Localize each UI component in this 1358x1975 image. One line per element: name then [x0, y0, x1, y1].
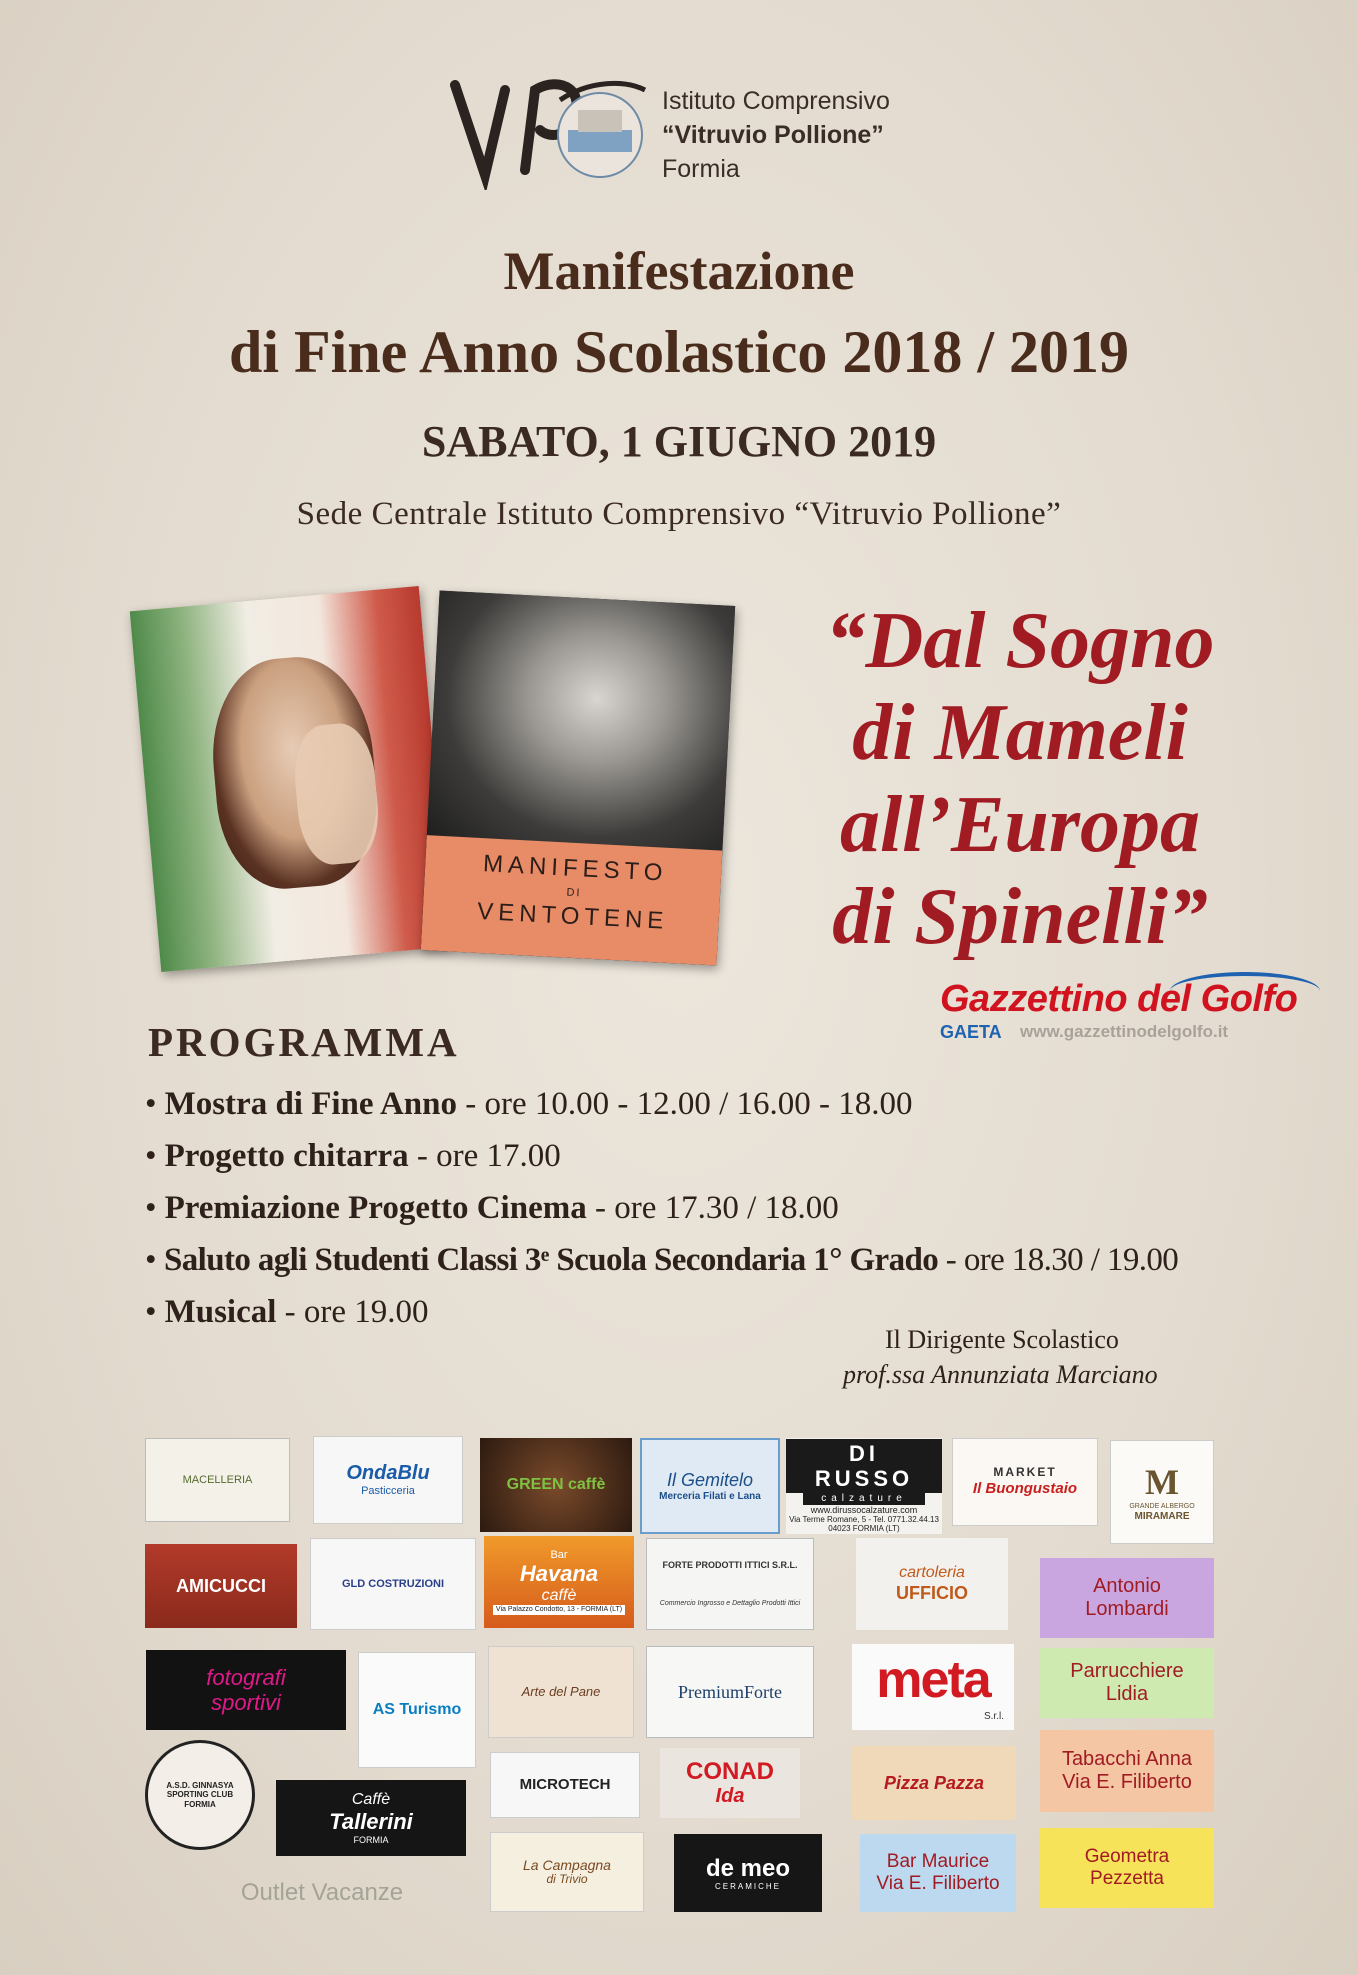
sponsor-text: caffè [541, 1586, 577, 1604]
sponsor-ondablu [313, 1436, 463, 1524]
bullet: • [145, 1190, 157, 1226]
sponsor-text: sportivi [211, 1690, 281, 1715]
sponsor-text: AMICUCCI [176, 1575, 266, 1596]
signature-name: prof.ssa Annunziata Marciano [843, 1360, 1158, 1389]
sponsor-pizza-pazza [852, 1746, 1016, 1820]
sponsor-text: Pezzetta [1090, 1868, 1164, 1889]
event-date: SABATO, 1 GIUGNO 2019 [421, 417, 937, 466]
sponsor-text: MICROTECH [519, 1776, 611, 1794]
sponsor-gld [310, 1538, 476, 1630]
sponsor-text: Antonio [1093, 1575, 1161, 1597]
sponsor-parrucchiere-lidia [1040, 1648, 1214, 1718]
sponsor-text: Ida [715, 1785, 745, 1808]
spinelli-book-cover [421, 591, 735, 966]
sponsor-text: calzature [803, 1493, 925, 1505]
sponsor-market [952, 1438, 1098, 1526]
sponsor-text: Pizza Pazza [883, 1772, 985, 1793]
sponsor-text: Arte del Pane [521, 1683, 601, 1699]
sponsor-caffe-tallerini [276, 1780, 466, 1856]
sponsor-miramare [1110, 1440, 1214, 1544]
sponsor-text: www.dirussocalzature.com [810, 1504, 918, 1515]
sponsor-text: Tallerini [329, 1809, 413, 1835]
book-title-line3: VENTOTENE [476, 897, 669, 935]
quote-line3: all’Europa [839, 781, 1201, 869]
sponsor-text: FORTE PRODOTTI ITTICI S.R.L. [662, 1559, 798, 1570]
sponsor-geometra-pezzetta [1040, 1828, 1214, 1908]
program-activity: Musical [164, 1294, 277, 1330]
quote-line2: di Mameli [852, 689, 1188, 777]
sponsor-text: CERAMICHE [714, 1882, 781, 1892]
program-activity: Mostra di Fine Anno [164, 1086, 458, 1122]
sponsor-cartoleria [856, 1538, 1008, 1630]
sponsor-antonio-lombardi [1040, 1558, 1214, 1638]
sponsor-conad [660, 1748, 800, 1818]
sponsor-text: A.S.D. GINNASYA SPORTING CLUB [166, 1781, 234, 1800]
sponsor-havana [484, 1536, 634, 1628]
bullet: • [145, 1294, 157, 1330]
sponsor-text: Pasticceria [361, 1485, 415, 1498]
sponsor-text: Parrucchiere [1070, 1660, 1184, 1682]
program-item [145, 1130, 1178, 1182]
sponsor-as-turismo [358, 1652, 476, 1768]
sponsor-text: GREEN caffè [506, 1475, 606, 1493]
sponsor-text: Bar [550, 1548, 568, 1561]
sponsor-microtech [490, 1752, 640, 1818]
sponsor-text: Lombardi [1085, 1598, 1169, 1620]
sponsor-text: Lidia [1105, 1683, 1149, 1705]
theme-quote [760, 595, 1280, 963]
sponsor-text: 04023 FORMIA (LT) [828, 1524, 900, 1534]
watermark-city: GAETA [940, 1022, 1002, 1042]
sponsor-gemitelo [640, 1438, 780, 1534]
sponsor-outlet-vacanze [214, 1866, 430, 1920]
program-item [145, 1234, 1178, 1286]
program-time: - ore 10.00 - 12.00 / 16.00 - 18.00 [457, 1086, 913, 1122]
watermark-title: Gazzettino del Golfo [940, 978, 1298, 1020]
sponsor-text: meta [876, 1651, 990, 1710]
program-time: - ore 18.30 / 19.00 [938, 1242, 1179, 1278]
program-time: - ore 17.00 [408, 1138, 561, 1174]
sponsor-meta [852, 1644, 1014, 1730]
sponsor-ginnasia [145, 1740, 255, 1850]
sponsor-text: Commercio Ingrosso e Dettaglio Prodotti Ittici [659, 1600, 801, 1608]
book-title-line2: DI [566, 886, 582, 900]
sponsor-prodotti-ittici [646, 1538, 814, 1630]
sponsor-text: fotografi [206, 1664, 286, 1690]
event-title-line2: di Fine Anno Scolastico 2018 / 2019 [228, 319, 1130, 385]
school-logo [450, 70, 650, 190]
sponsor-de-meo [674, 1834, 822, 1912]
program-activity: Saluto agli Studenti Classi 3ᵉ Scuola Secondaria 1° Grado [163, 1242, 939, 1278]
sponsor-text: Geometra [1084, 1846, 1170, 1868]
sponsor-text: Tabacchi Anna [1061, 1748, 1193, 1770]
book-title-line1: MANIFESTO [482, 850, 669, 887]
sponsor-text: Via E. Filiberto [1062, 1771, 1192, 1793]
sponsor-text: DI RUSSO [786, 1439, 942, 1494]
sponsor-text: PremiumForte [678, 1681, 782, 1702]
sponsor-text: Havana [519, 1561, 599, 1587]
sponsor-text: di Trivio [546, 1872, 588, 1887]
sponsor-text: La Campagna [523, 1857, 611, 1874]
program-list [145, 1078, 1178, 1338]
sponsor-text: GLD COSTRUZIONI [341, 1577, 445, 1590]
book-title-band [421, 835, 723, 965]
sponsor-text: Via Palazzo Condotto, 13 - FORMIA (LT) [493, 1605, 625, 1615]
sponsor-amicucci [145, 1544, 297, 1628]
sponsor-text: de meo [705, 1854, 791, 1882]
sponsor-text: cartoleria [899, 1564, 965, 1582]
sponsor-text: MACELLERIA [182, 1473, 253, 1486]
event-title-line1: Manifestazione [503, 241, 855, 301]
event-venue: Sede Centrale Istituto Comprensivo “Vitruvio Pollione” [296, 496, 1062, 532]
sponsor-bar-maurice [860, 1834, 1016, 1912]
sponsor-green-cafe [480, 1438, 632, 1532]
sponsor-text: FORMIA [184, 1799, 216, 1809]
watermark-url[interactable]: www.gazzettinodelgolfo.it [1020, 1022, 1229, 1041]
bullet: • [145, 1242, 156, 1278]
program-time: - ore 19.00 [276, 1294, 429, 1330]
institute-city: Formia [662, 155, 740, 183]
bullet: • [145, 1086, 157, 1122]
sponsor-text: MIRAMARE [1134, 1510, 1190, 1522]
quote-line1: “Dal Sogno [825, 597, 1215, 685]
program-heading: PROGRAMMA [148, 1019, 460, 1065]
institute-name: “Vitruvio Pollione” [662, 121, 884, 149]
quote-line4: di Spinelli” [832, 873, 1208, 961]
program-activity: Premiazione Progetto Cinema [164, 1190, 587, 1226]
sponsor-text: Caffè [351, 1790, 391, 1808]
sponsor-text: MARKET [993, 1465, 1057, 1480]
sponsor-tabacchi-anna [1040, 1730, 1214, 1812]
sponsor-arte-del-pane [488, 1646, 634, 1738]
sponsor-text: Il Buongustaio [972, 1480, 1078, 1498]
sponsor-fotografi-sportivi [146, 1650, 346, 1730]
sponsor-text: CONAD [686, 1757, 774, 1785]
signature-role: Il Dirigente Scolastico [885, 1325, 1119, 1354]
sponsor-text: UFFICIO [896, 1582, 968, 1603]
institute-type: Istituto Comprensivo [662, 87, 890, 115]
sponsor-text: Bar Maurice [886, 1851, 990, 1873]
program-item [145, 1078, 1178, 1130]
sponsor-text: FORMIA [353, 1834, 389, 1845]
sponsor-text: GRANDE ALBERGO [1129, 1502, 1195, 1510]
bullet: • [145, 1138, 157, 1174]
sponsor-dirusso [786, 1438, 942, 1534]
sponsor-macelleria [145, 1438, 290, 1522]
sponsor-text: S.r.l. [983, 1711, 1004, 1723]
sponsor-text: M [1145, 1461, 1179, 1502]
program-item [145, 1182, 1178, 1234]
sponsor-text: Outlet Vacanze [240, 1879, 404, 1907]
sponsor-text: Il Gemitelo [666, 1469, 754, 1490]
spinelli-photo [427, 591, 736, 856]
sponsor-text: Merceria Filati e Lana [659, 1490, 761, 1502]
sponsor-la-campagna [490, 1832, 644, 1912]
program-activity: Progetto chitarra [164, 1138, 409, 1174]
program-time: - ore 17.30 / 18.00 [586, 1190, 839, 1226]
sponsor-text: OndaBlu [346, 1462, 430, 1485]
sponsor-text: AS Turismo [372, 1700, 462, 1718]
mameli-portrait [130, 586, 450, 972]
sponsor-text: Via Terme Romane, 5 - Tel. 0771.32.44.13 [789, 1515, 939, 1525]
sponsor-text: Via E. Filiberto [876, 1873, 1000, 1894]
sponsor-premiumforte [646, 1646, 814, 1738]
